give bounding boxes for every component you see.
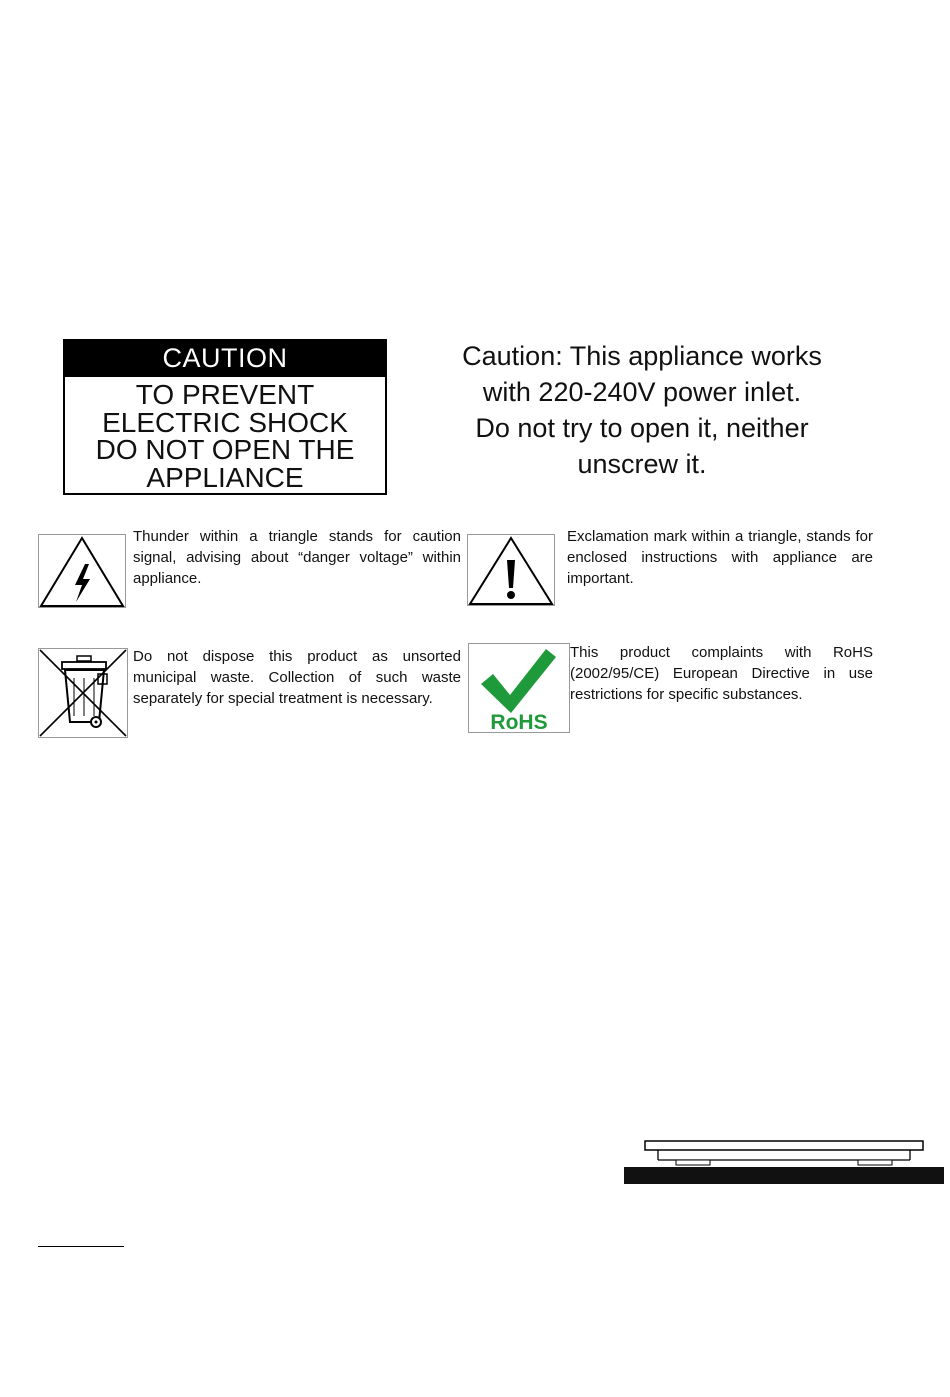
crossed-bin-icon: [38, 648, 128, 738]
rohs-description: This product complaints with RoHS (2002/95/CE) European Directive in use restrictions for specific substances.: [570, 644, 873, 703]
weee-description: Do not dispose this product as unsorted municipal waste. Collection of such waste separately for special treatment is necessary.: [133, 648, 461, 707]
caution-label-header: CAUTION: [65, 341, 385, 377]
caution-statement: [432, 338, 852, 482]
caution-statement-line: unscrew it.: [577, 449, 707, 479]
caution-statement-line: with 220-240V power inlet.: [482, 377, 802, 407]
rohs-logo-text: RoHS: [490, 711, 548, 733]
caution-label-line: APPLIANCE: [146, 461, 304, 493]
caution-label: [63, 339, 387, 495]
lightning-description: Thunder within a triangle stands for caution signal, advising about “danger voltage” within appliance.: [133, 528, 461, 587]
caution-label-line: ELECTRIC SHOCK: [102, 406, 348, 438]
caution-statement-line: Caution: This appliance works: [462, 341, 822, 371]
caution-label-line: DO NOT OPEN THE: [95, 434, 355, 465]
exclamation-description: Exclamation mark within a triangle, stands for enclosed instructions with appliance are important.: [567, 528, 873, 587]
caution-label-line: TO PREVENT: [135, 379, 315, 410]
caution-statement-line: Do not try to open it, neither: [475, 413, 809, 443]
exclamation-triangle-icon: [467, 534, 555, 606]
appliance-on-surface-illustration: [624, 1138, 944, 1191]
lightning-triangle-icon: [38, 534, 126, 608]
rohs-check-icon: [468, 643, 570, 733]
footer-rule: [38, 1246, 124, 1247]
caution-label-body: [65, 377, 385, 491]
